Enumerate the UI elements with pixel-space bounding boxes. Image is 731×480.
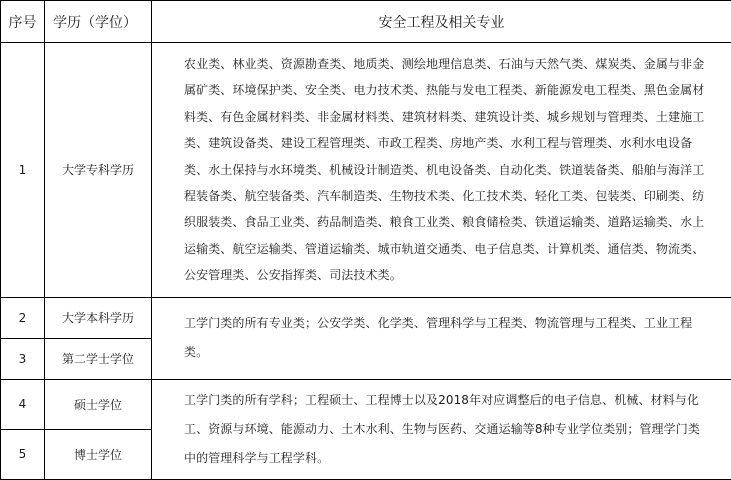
row-education: 第二学士学位	[45, 338, 152, 379]
majors-text: 农业类、林业类、资源勘查类、地质类、测绘地理信息类、石油与天然气类、煤炭类、金属与非金属矿类、环境保护类、安全类、电力技术类、热能与发电工程类、新能源发电工程类、黑色金属材料类、有色金属材料类、非金属材料类、建筑材料类、建筑设计类、城乡规划与管理类、土建施工类、建筑设备类、建设工程管理类、市政工程类、房地产类、水利工程与管理类、水利水电设备类、水土保持与水环境类、机械设计制造类、机电设备类、自动化类、铁道装备类、船舶与海洋工程装备类、航空装备类、汽车制造类、生物技术类、化工技术类、轻化工类、包装类、印刷类、纺织服装类、食品工业类、药品制造类、粮食工业类、粮食储检类、铁道运输类、道路运输类、水上运输类、航空运输类、管道运输类、城市轨道交通类、电子信息类、计算机类、通信类、物流类、公安管理类、公安指挥类、司法技术类。	[184, 57, 705, 283]
header-row	[1, 1, 731, 43]
table-row	[1, 43, 731, 298]
header-education: 学历（学位）	[45, 1, 152, 43]
header-num: 序号	[1, 1, 45, 43]
row-education: 博士学位	[45, 429, 152, 479]
row-majors	[152, 379, 731, 479]
row-education: 硕士学位	[45, 379, 152, 429]
header-major: 安全工程及相关专业	[152, 1, 731, 43]
majors-text: 工学门类的所有学科；工程硕士、工程博士以及2018年对应调整后的电子信息、机械、材料与化工、资源与环境、能源动力、土木水利、生物与医药、交通运输等8种专业学位类别；管理学门类中的管理科学与工程学科。	[184, 392, 700, 465]
row-majors	[152, 43, 731, 298]
row-number: 4	[1, 379, 45, 429]
row-number: 2	[1, 297, 45, 338]
row-number: 5	[1, 429, 45, 479]
row-number: 1	[1, 43, 45, 298]
table-row	[1, 297, 731, 338]
row-education: 大学本科学历	[45, 297, 152, 338]
row-education: 大学专科学历	[45, 43, 152, 298]
row-number: 3	[1, 338, 45, 379]
majors-text: 工学门类的所有专业类；公安学类、化学类、管理科学与工程类、物流管理与工程类、工业工程类。	[184, 316, 693, 360]
row-majors	[152, 297, 731, 379]
table-row	[1, 379, 731, 429]
